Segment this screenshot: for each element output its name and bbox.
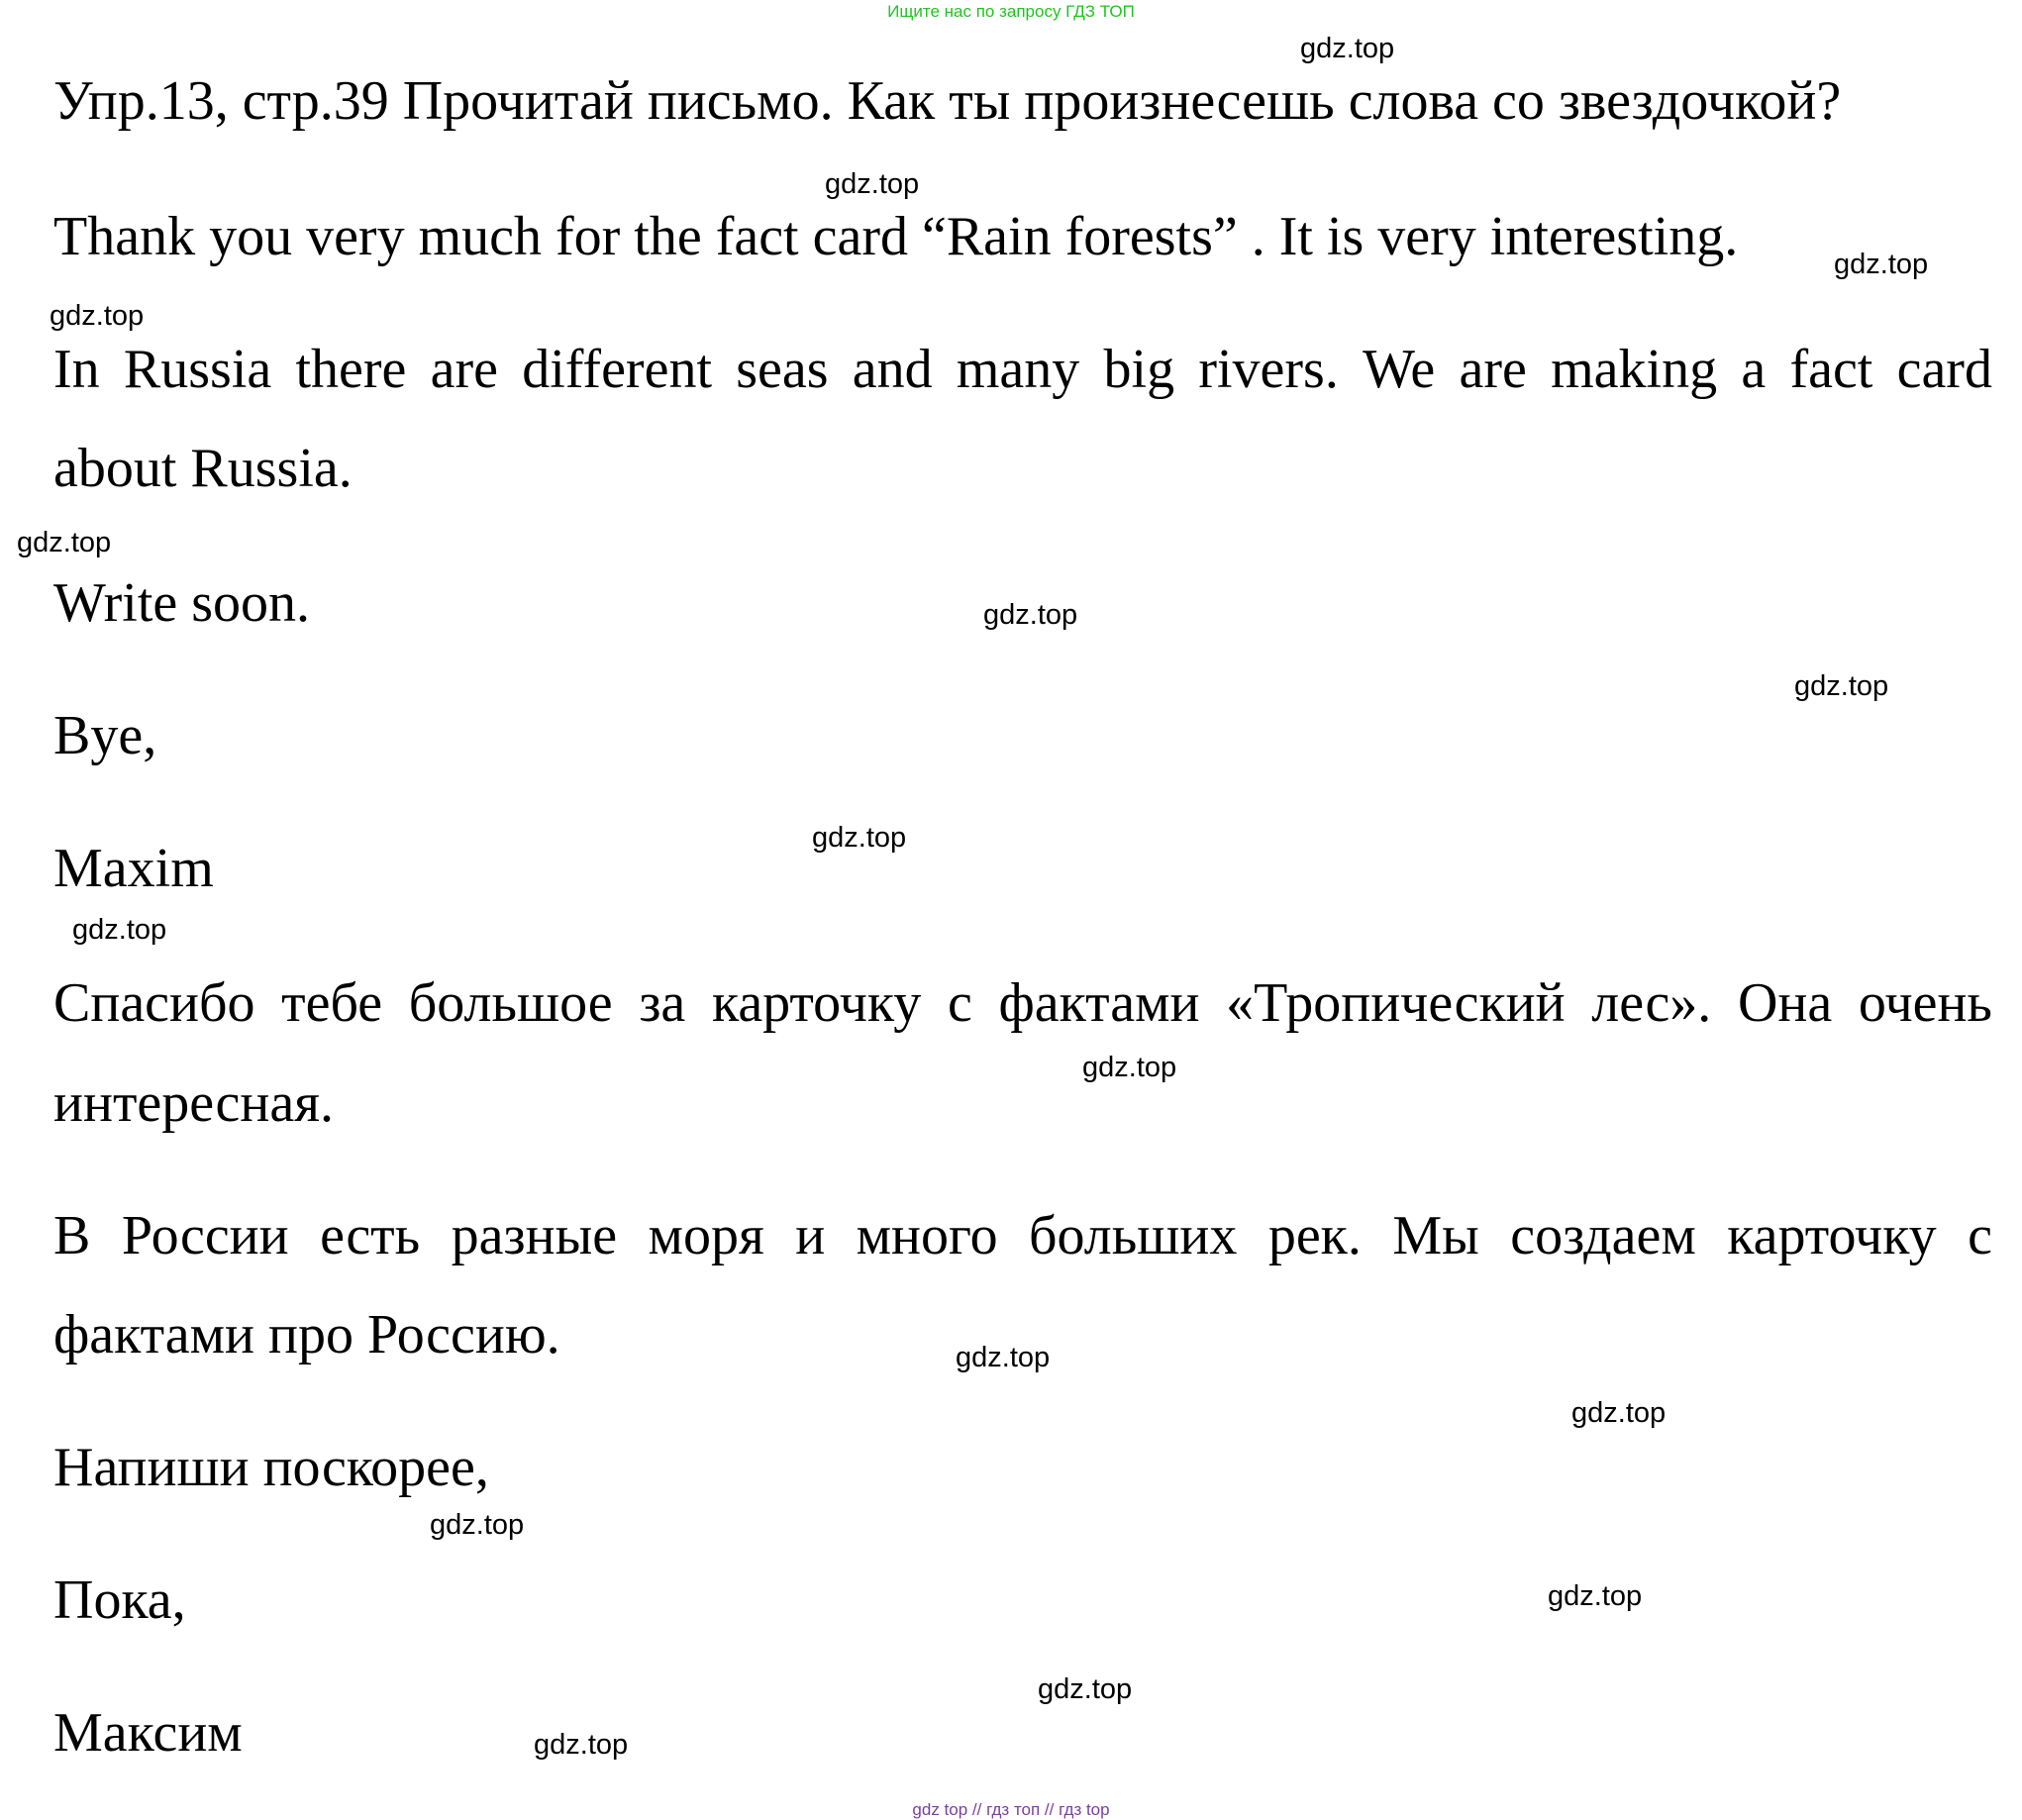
watermark: gdz.top	[825, 168, 920, 200]
word: лес».	[1591, 972, 1712, 1034]
letter-en-line-1: Thank you very much for the fact card “Rain forests” . It is very interesting.	[53, 206, 1739, 267]
word: с	[1968, 1205, 1992, 1266]
word: a	[1741, 339, 1767, 400]
watermark: gdz.top	[17, 527, 112, 558]
word: создаем	[1510, 1205, 1696, 1266]
watermark: gdz.top	[72, 914, 167, 946]
word: Спасибо	[53, 972, 255, 1034]
letter-en-line-3: about Russia.	[53, 438, 353, 499]
word: карточку	[1727, 1205, 1937, 1266]
exercise-title: Упр.13, стр.39 Прочитай письмо. Как ты произнесешь слова со звездочкой?	[53, 70, 1842, 132]
watermark: gdz.top	[1548, 1580, 1643, 1612]
word: Russia	[123, 339, 272, 400]
watermark: gdz.top	[812, 822, 907, 854]
watermark: gdz.top	[1038, 1673, 1133, 1705]
word: много	[856, 1205, 998, 1266]
word: making	[1551, 339, 1718, 400]
top-banner: Ищите нас по запросу ГДЗ ТОП	[887, 2, 1135, 21]
word: We	[1363, 339, 1436, 400]
word: card	[1896, 339, 1992, 400]
watermark: gdz.top	[956, 1342, 1051, 1373]
letter-en-signature: Maxim	[53, 838, 214, 899]
word: В	[53, 1205, 91, 1266]
word: Мы	[1392, 1205, 1479, 1266]
word: России	[121, 1205, 289, 1266]
letter-ru-closing: Напиши поскорее,	[53, 1437, 489, 1498]
word: есть	[320, 1205, 421, 1266]
watermark: gdz.top	[1834, 249, 1929, 280]
word: are	[1459, 339, 1527, 400]
word: and	[852, 339, 933, 400]
bottom-banner: gdz top // гдз топ // гдз top	[912, 1800, 1110, 1819]
word: rivers.	[1198, 339, 1339, 400]
word: many	[956, 339, 1080, 400]
letter-ru-line-4: фактами про Россию.	[53, 1304, 560, 1365]
watermark: gdz.top	[1300, 33, 1395, 64]
letter-ru-line-1	[53, 972, 1992, 1034]
word: different	[522, 339, 712, 400]
watermark: gdz.top	[430, 1509, 525, 1541]
letter-ru-bye: Пока,	[53, 1569, 186, 1631]
word: фактами	[998, 972, 1200, 1034]
word: are	[430, 339, 498, 400]
word: тебе	[281, 972, 383, 1034]
letter-en-line-2	[53, 339, 1992, 400]
letter-en-closing: Write soon.	[53, 572, 311, 634]
word: fact	[1789, 339, 1873, 400]
letter-en-bye: Bye,	[53, 705, 157, 766]
word: больших	[1029, 1205, 1238, 1266]
word: «Тропический	[1226, 972, 1566, 1034]
word: seas	[736, 339, 829, 400]
watermark: gdz.top	[1794, 670, 1889, 702]
word: Она	[1737, 972, 1833, 1034]
watermark: gdz.top	[534, 1729, 629, 1761]
word: карточку	[711, 972, 922, 1034]
word: очень	[1858, 972, 1992, 1034]
word: за	[639, 972, 686, 1034]
word: разные	[451, 1205, 618, 1266]
word: рек.	[1267, 1205, 1362, 1266]
letter-ru-line-2: интересная.	[53, 1072, 334, 1134]
word: there	[295, 339, 407, 400]
watermark: gdz.top	[983, 599, 1078, 631]
watermark: gdz.top	[50, 300, 145, 332]
word: большое	[408, 972, 613, 1034]
word: моря	[648, 1205, 764, 1266]
letter-ru-line-3	[53, 1205, 1992, 1266]
word: и	[795, 1205, 826, 1266]
word: big	[1103, 339, 1175, 400]
watermark: gdz.top	[1082, 1052, 1177, 1083]
letter-ru-signature: Максим	[53, 1702, 243, 1764]
watermark: gdz.top	[1571, 1397, 1667, 1429]
word: с	[947, 972, 972, 1034]
word: In	[53, 339, 100, 400]
